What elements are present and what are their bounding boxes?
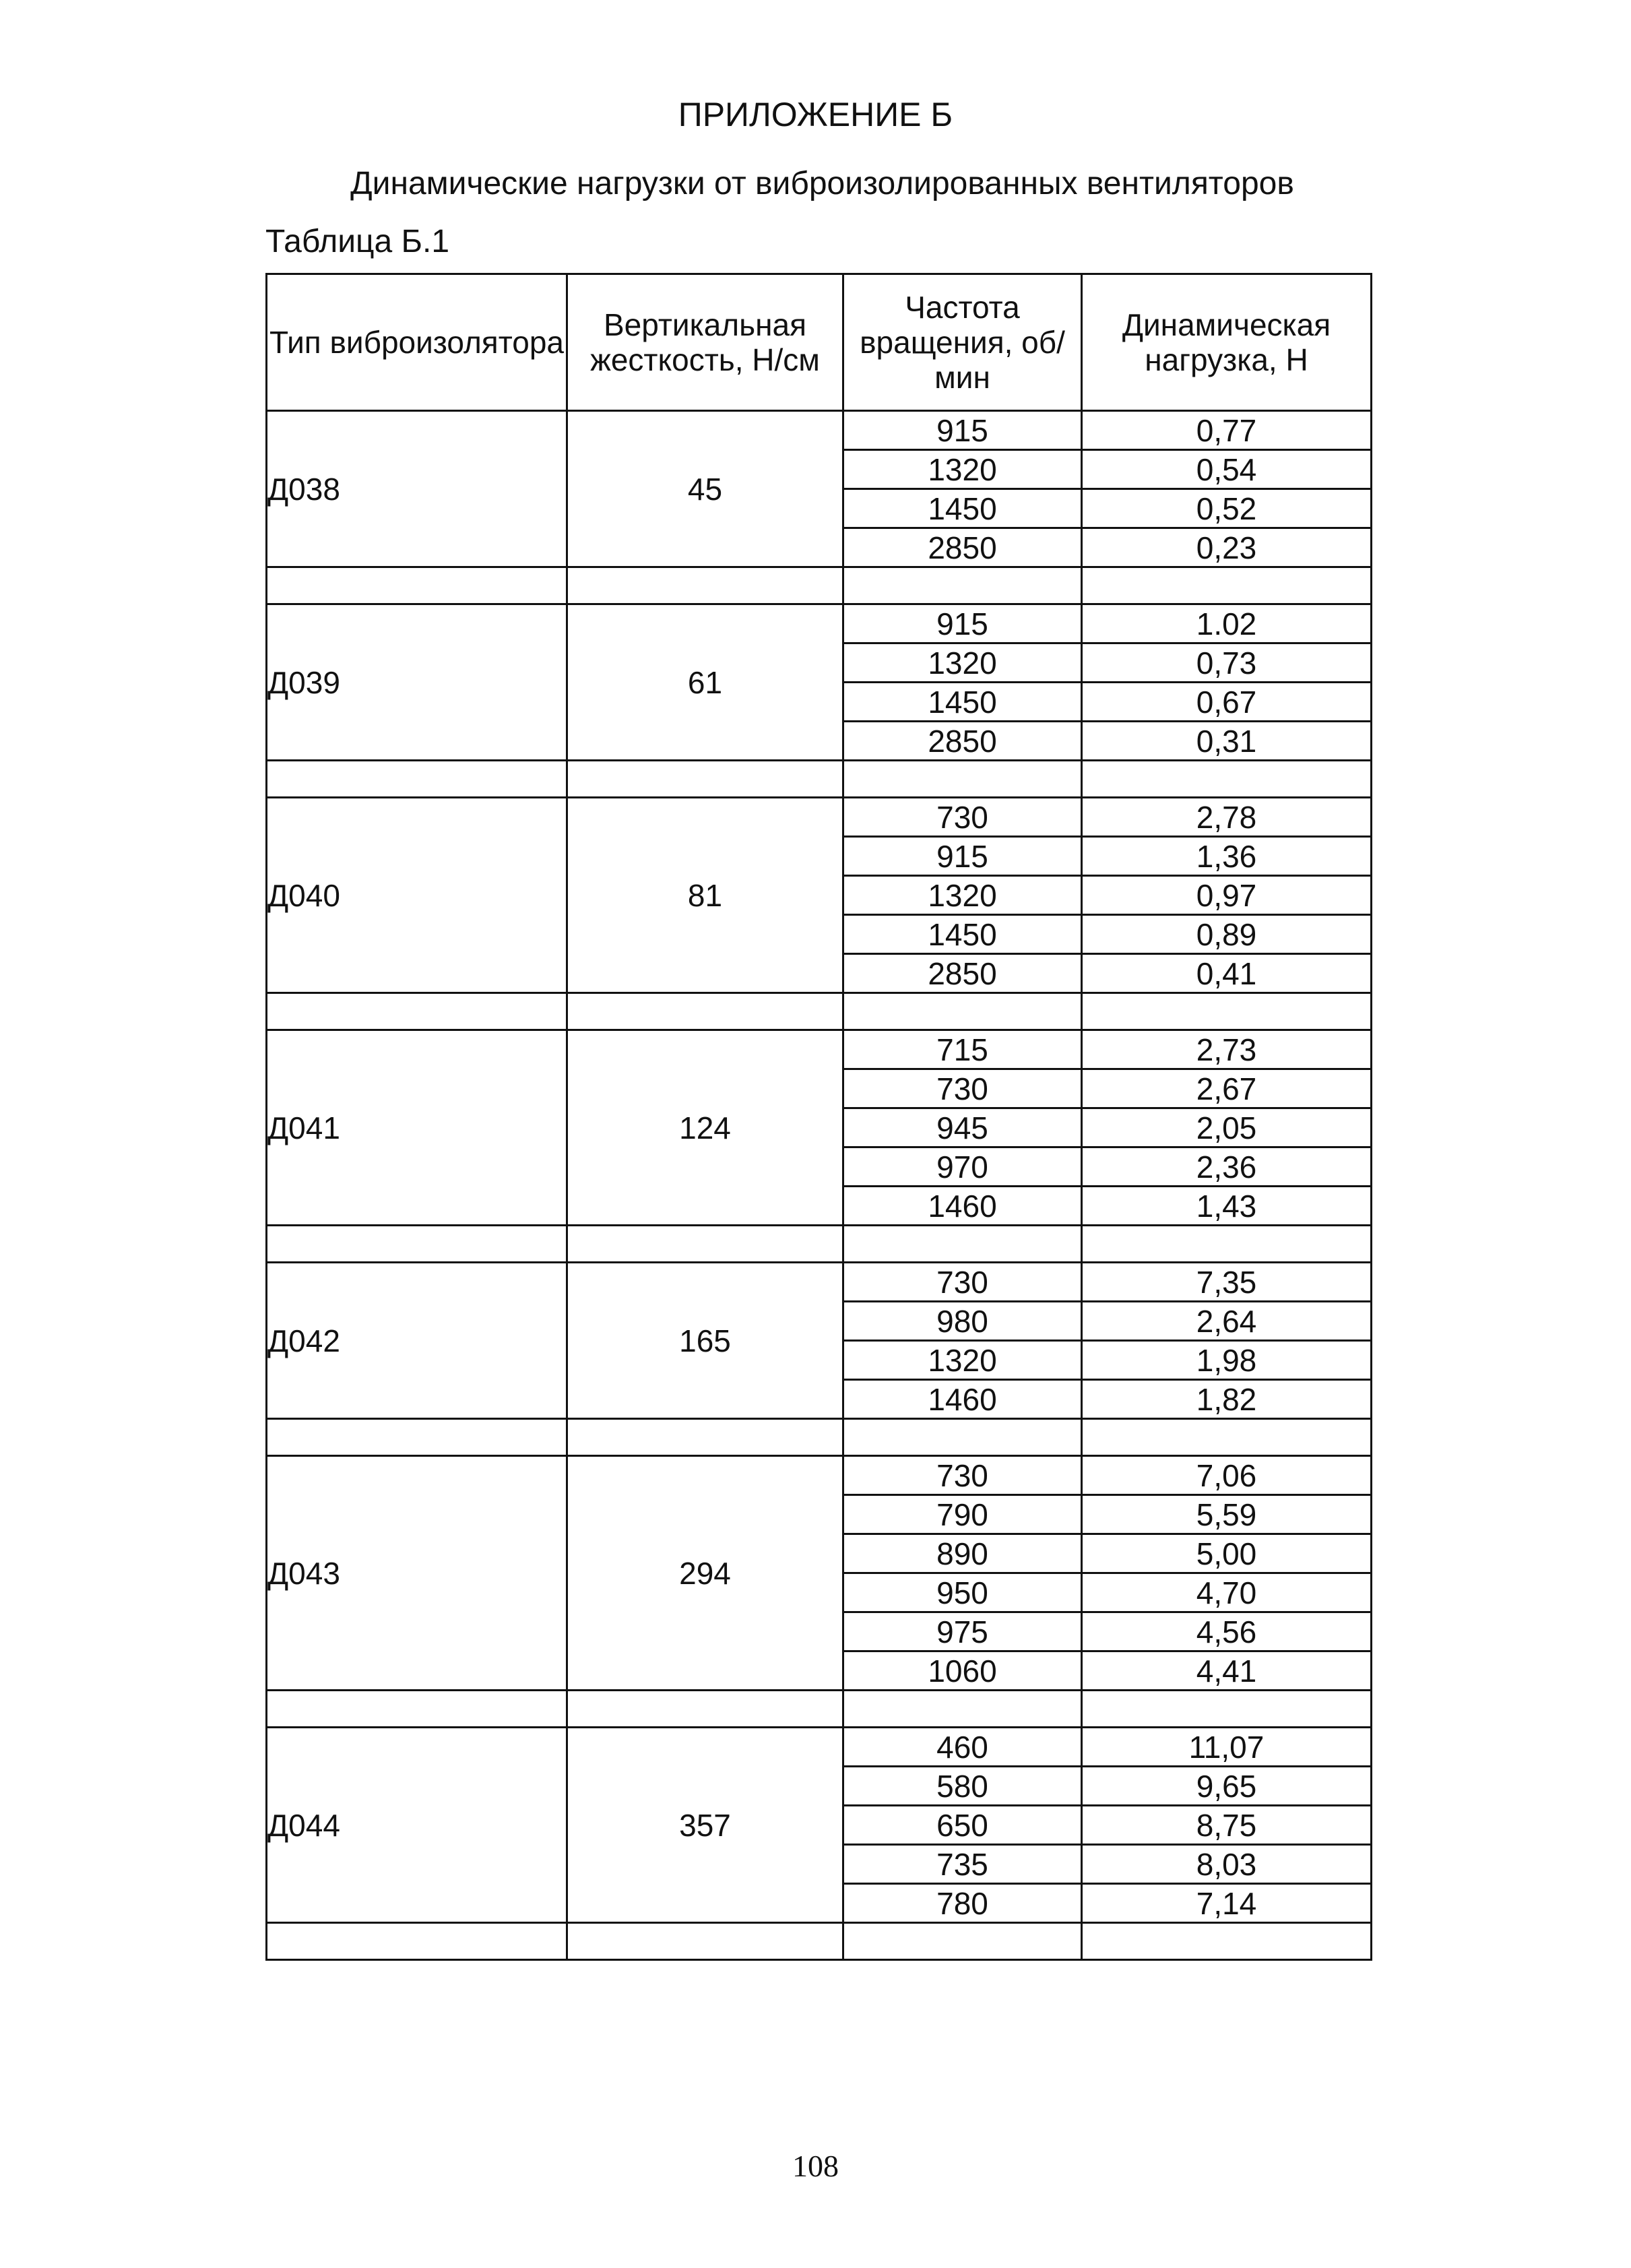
isolator-type-cell: Д041 [267,1030,567,1226]
dynamic-load-cell: 1,82 [1082,1380,1372,1419]
dynamic-load-cell: 4,70 [1082,1573,1372,1612]
page-number: 108 [792,2149,839,2183]
rotation-speed-cell: 945 [843,1108,1082,1147]
empty-cell [267,993,567,1030]
empty-cell [567,567,843,604]
empty-cell [267,1419,567,1456]
dynamic-load-cell: 0,31 [1082,722,1372,761]
rotation-speed-cell: 730 [843,1263,1082,1302]
dynamic-load-cell: 2,78 [1082,798,1372,837]
empty-cell [267,761,567,798]
dynamic-load-cell: 1,98 [1082,1341,1372,1380]
stiffness-cell: 294 [567,1456,843,1691]
rotation-speed-cell: 970 [843,1147,1082,1187]
rotation-speed-cell: 580 [843,1767,1082,1806]
rotation-speed-cell: 1450 [843,915,1082,954]
dynamic-load-cell: 2,67 [1082,1069,1372,1108]
rotation-speed-cell: 1060 [843,1651,1082,1691]
empty-cell [567,993,843,1030]
table-header-row [267,274,1372,411]
empty-cell [267,567,567,604]
empty-cell [1082,1226,1372,1263]
empty-cell [267,1226,567,1263]
column-header-dynamic-load: Динамическая нагрузка, Н [1082,274,1372,411]
dynamic-load-cell: 7,06 [1082,1456,1372,1495]
rotation-speed-cell: 1320 [843,876,1082,915]
rotation-speed-cell: 950 [843,1573,1082,1612]
empty-cell [843,1923,1082,1960]
empty-cell [1082,761,1372,798]
stiffness-cell: 124 [567,1030,843,1226]
dynamic-load-cell: 2,64 [1082,1302,1372,1341]
isolator-type-cell: Д043 [267,1456,567,1691]
empty-cell [567,1923,843,1960]
dynamic-load-cell: 9,65 [1082,1767,1372,1806]
isolator-type-cell: Д040 [267,798,567,993]
spacer-row [267,567,1372,604]
dynamic-load-cell: 2,36 [1082,1147,1372,1187]
document-subtitle: Динамические нагрузки от виброизолированных вентиляторов [350,166,1294,201]
vibration-load-table [265,273,1372,1961]
rotation-speed-cell: 735 [843,1845,1082,1884]
dynamic-load-cell: 0,73 [1082,643,1372,683]
dynamic-load-cell: 5,00 [1082,1534,1372,1573]
dynamic-load-cell: 4,56 [1082,1612,1372,1651]
dynamic-load-cell: 0,41 [1082,954,1372,993]
spacer-row [267,1691,1372,1728]
dynamic-load-cell: 1.02 [1082,604,1372,643]
dynamic-load-cell: 7,14 [1082,1884,1372,1923]
dynamic-load-cell: 2,05 [1082,1108,1372,1147]
table-row [267,411,1372,450]
dynamic-load-cell: 1,43 [1082,1187,1372,1226]
isolator-type-cell: Д038 [267,411,567,567]
empty-cell [267,1923,567,1960]
empty-cell [1082,1691,1372,1728]
spacer-row [267,1419,1372,1456]
empty-cell [567,1691,843,1728]
dynamic-load-cell: 8,03 [1082,1845,1372,1884]
rotation-speed-cell: 1450 [843,683,1082,722]
rotation-speed-cell: 980 [843,1302,1082,1341]
spacer-row [267,1923,1372,1960]
empty-cell [1082,993,1372,1030]
rotation-speed-cell: 915 [843,837,1082,876]
rotation-speed-cell: 1320 [843,450,1082,489]
dynamic-load-cell: 0,52 [1082,489,1372,528]
empty-cell [843,761,1082,798]
rotation-speed-cell: 2850 [843,954,1082,993]
empty-cell [1082,567,1372,604]
empty-cell [567,1419,843,1456]
dynamic-load-cell: 0,67 [1082,683,1372,722]
dynamic-load-cell: 1,36 [1082,837,1372,876]
dynamic-load-cell: 7,35 [1082,1263,1372,1302]
rotation-speed-cell: 1320 [843,1341,1082,1380]
table-row [267,1456,1372,1495]
dynamic-load-cell: 5,59 [1082,1495,1372,1534]
spacer-row [267,993,1372,1030]
table-row [267,604,1372,643]
stiffness-cell: 61 [567,604,843,761]
dynamic-load-cell: 11,07 [1082,1728,1372,1767]
column-header-rotation-speed: Частота вращения, об/мин [843,274,1082,411]
rotation-speed-cell: 790 [843,1495,1082,1534]
stiffness-cell: 165 [567,1263,843,1419]
empty-cell [567,761,843,798]
dynamic-load-cell: 8,75 [1082,1806,1372,1845]
table-row [267,1030,1372,1069]
empty-cell [843,1691,1082,1728]
rotation-speed-cell: 730 [843,1069,1082,1108]
empty-cell [843,1226,1082,1263]
dynamic-load-cell: 4,41 [1082,1651,1372,1691]
table-label: Таблица Б.1 [265,224,450,259]
empty-cell [1082,1419,1372,1456]
appendix-title: ПРИЛОЖЕНИЕ Б [678,96,953,133]
table-row [267,1263,1372,1302]
rotation-speed-cell: 780 [843,1884,1082,1923]
dynamic-load-cell: 0,23 [1082,528,1372,567]
column-header-stiffness: Вертикальная жесткость, Н/см [567,274,843,411]
column-header-type: Тип виброизолятора [267,274,567,411]
dynamic-load-cell: 0,54 [1082,450,1372,489]
dynamic-load-cell: 0,77 [1082,411,1372,450]
rotation-speed-cell: 650 [843,1806,1082,1845]
dynamic-load-cell: 0,89 [1082,915,1372,954]
rotation-speed-cell: 890 [843,1534,1082,1573]
isolator-type-cell: Д042 [267,1263,567,1419]
empty-cell [267,1691,567,1728]
rotation-speed-cell: 730 [843,798,1082,837]
rotation-speed-cell: 1450 [843,489,1082,528]
empty-cell [567,1226,843,1263]
dynamic-load-cell: 2,73 [1082,1030,1372,1069]
empty-cell [843,1419,1082,1456]
empty-cell [843,993,1082,1030]
stiffness-cell: 81 [567,798,843,993]
rotation-speed-cell: 2850 [843,528,1082,567]
rotation-speed-cell: 1460 [843,1187,1082,1226]
rotation-speed-cell: 915 [843,604,1082,643]
table-row [267,1728,1372,1767]
rotation-speed-cell: 1460 [843,1380,1082,1419]
stiffness-cell: 45 [567,411,843,567]
table-row [267,798,1372,837]
rotation-speed-cell: 460 [843,1728,1082,1767]
rotation-speed-cell: 715 [843,1030,1082,1069]
rotation-speed-cell: 975 [843,1612,1082,1651]
rotation-speed-cell: 915 [843,411,1082,450]
rotation-speed-cell: 2850 [843,722,1082,761]
rotation-speed-cell: 1320 [843,643,1082,683]
isolator-type-cell: Д039 [267,604,567,761]
dynamic-load-cell: 0,97 [1082,876,1372,915]
spacer-row [267,761,1372,798]
stiffness-cell: 357 [567,1728,843,1923]
empty-cell [1082,1923,1372,1960]
spacer-row [267,1226,1372,1263]
empty-cell [843,567,1082,604]
isolator-type-cell: Д044 [267,1728,567,1923]
rotation-speed-cell: 730 [843,1456,1082,1495]
